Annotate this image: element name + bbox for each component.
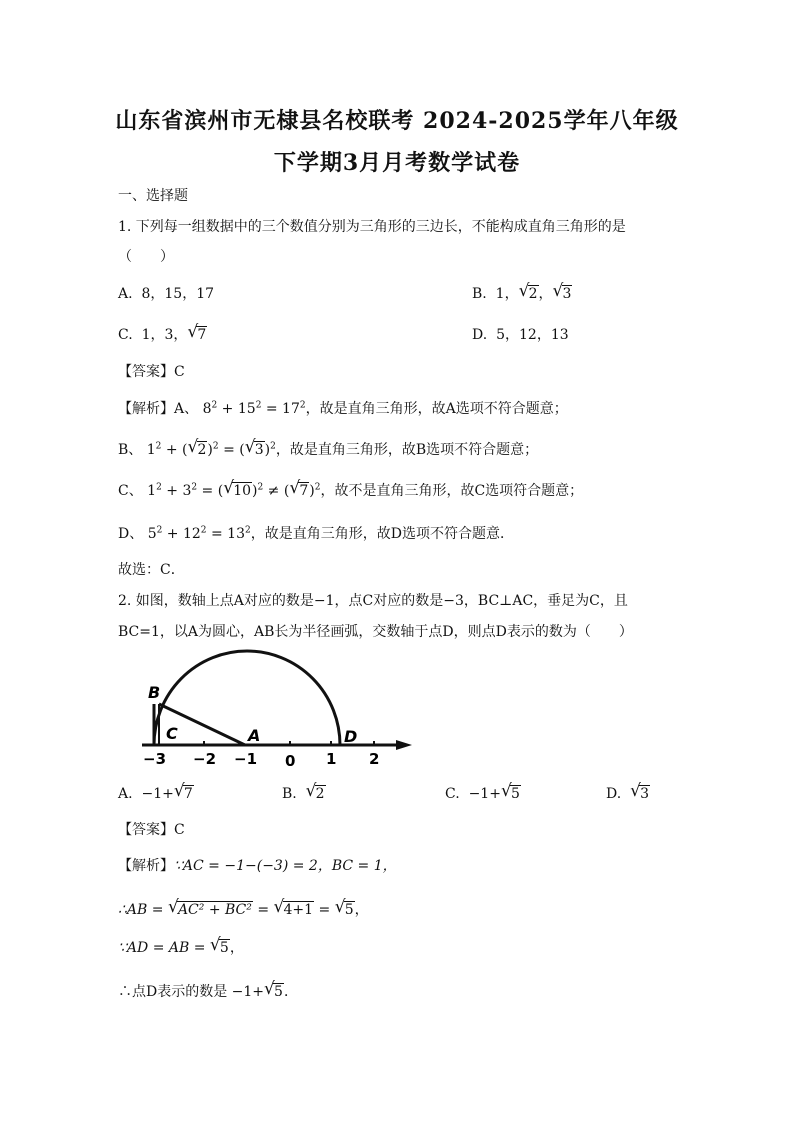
- q1-option-a-text: 8，15，17: [141, 286, 215, 302]
- sqrt-icon: √ 3: [552, 281, 572, 302]
- q2-option-a-label: A.: [118, 786, 133, 802]
- q2-step-3-end: ，: [229, 940, 244, 956]
- q1-expl-d-pre: D、: [118, 526, 144, 542]
- tick-label: 2: [369, 750, 380, 768]
- q2-stem-line1: 2. 如图，数轴上点A对应的数是−1，点C对应的数是−3，BC⊥AC，垂足为C，且: [118, 593, 628, 609]
- q2-step-2-pre: ∴AB =: [118, 902, 168, 918]
- axis-arrow-icon: [396, 740, 412, 750]
- sqrt-icon: √ 7: [173, 781, 193, 802]
- q1-expl-d-math: $5^2 + 12^2 = 13^2$: [147, 525, 251, 542]
- q1-expl-a-math: $8^2 + 15^2 = 17^2$: [202, 400, 306, 417]
- tick-label: −3: [143, 750, 167, 768]
- q1-option-b-r1: 2: [528, 286, 538, 302]
- q1-option-a: [118, 284, 214, 304]
- sqrt-icon: √ AC² + BC²: [167, 897, 252, 918]
- q1-expl-b-math: $1^2$ + ( √ 2)$^2$ = ( √ 3)$^2$: [146, 437, 276, 458]
- q2-option-b: [282, 781, 326, 804]
- q2-step-2-r3: 5: [344, 902, 354, 918]
- q1-paren: （ ）: [118, 249, 174, 265]
- q1-option-b-label: B.: [472, 286, 487, 302]
- q2-option-b-r: 2: [315, 786, 325, 802]
- q1-option-a-label: A.: [118, 286, 133, 302]
- q2-option-c-pre: −1+: [468, 786, 501, 802]
- sqrt-icon: √ 5: [334, 897, 354, 918]
- q2-option-c-r: 5: [510, 786, 520, 802]
- q2-option-a-pre: −1+: [141, 786, 174, 802]
- q1-option-b-r2: 3: [562, 286, 572, 302]
- q1-option-c-label: C.: [118, 327, 133, 343]
- q1-explanation-b: [118, 437, 539, 460]
- q2-step-4-r: 5: [274, 984, 283, 1000]
- semicircle-arc: [154, 651, 340, 745]
- q2-step-4: [118, 979, 298, 1002]
- q1-expl-d-rest: ，故是直角三角形，故D选项不符合题意．: [250, 526, 514, 542]
- q1-answer: 【答案】C: [118, 364, 185, 380]
- q1-expl-c-math: $1^2 + 3^2$ = ( √ 10)$^2$ ≠ ( √ 7)$^2$: [147, 478, 321, 499]
- section-label: 一、选择题: [118, 188, 188, 204]
- q2-step-2-mid: =: [252, 902, 274, 918]
- q1-stem: 1. 下列每一组数据中的三个数值分别为三角形的三边长，不能构成直角三角形的是: [118, 219, 626, 235]
- q1-option-c: [118, 322, 207, 345]
- q1-option-b: [472, 281, 572, 304]
- q2-step-1: [118, 856, 397, 876]
- q2-step-3: [118, 935, 244, 958]
- q2-step-2-eq: =: [314, 902, 335, 918]
- q2-option-d-r: 3: [640, 786, 650, 802]
- q1-option-c-r1: 7: [197, 327, 207, 343]
- q2-option-d: [606, 781, 650, 804]
- q2-step-4-pre: ∴点D表示的数是 −1+: [118, 984, 265, 1000]
- q2-answer: 【答案】C: [118, 822, 185, 838]
- page-title-line2: 下学期3月月考数学试卷: [273, 150, 521, 176]
- q2-option-d-label: D.: [606, 786, 622, 802]
- q2-step-2: [118, 897, 369, 920]
- q1-option-d-text: 5，12，13: [496, 327, 569, 343]
- q2-step-2-end: ，: [354, 902, 369, 918]
- q2-option-c-label: C.: [445, 786, 460, 802]
- q1-expl-tag: 【解析】: [118, 401, 174, 417]
- q1-explanation-a: [118, 399, 568, 419]
- q1-conclusion: 故选：C．: [118, 562, 185, 578]
- point-label-b: B: [148, 683, 161, 702]
- sqrt-icon: √ 4+1: [273, 897, 314, 918]
- q2-step-2-r1: AC² + BC²: [177, 902, 252, 918]
- sqrt-icon: √ 5: [209, 935, 229, 956]
- q1-explanation-c: [118, 478, 584, 501]
- sqrt-icon: √ 5: [500, 781, 520, 802]
- q1-expl-b-pre: B、: [118, 442, 143, 458]
- point-label-d: D: [344, 727, 358, 746]
- q1-explanation-d: [118, 524, 514, 544]
- q1-expl-b-rest: ，故是直角三角形，故B选项不符合题意；: [275, 442, 539, 458]
- tick-label: −2: [193, 750, 217, 768]
- sqrt-icon: √ 2: [518, 281, 538, 302]
- sqrt-icon: √ 5: [264, 979, 283, 1000]
- q1-option-d: [472, 325, 569, 345]
- point-label-a: A: [248, 726, 261, 745]
- q1-expl-a-pre: A、: [174, 401, 199, 417]
- q1-expl-a-rest: ，故是直角三角形，故A选项不符合题意；: [305, 401, 568, 417]
- q2-step-4-end: ．: [283, 984, 298, 1000]
- sqrt-icon: √ 2: [305, 781, 325, 802]
- q2-option-b-label: B.: [282, 786, 297, 802]
- number-line-figure: [130, 646, 420, 772]
- q1-expl-c-pre: C、: [118, 483, 143, 499]
- q2-step-1-text: ∵AC = −1−(−3) = 2，BC = 1，: [174, 858, 397, 874]
- q2-option-c: [445, 781, 521, 804]
- sqrt-icon: √ 3: [630, 781, 650, 802]
- q1-option-d-label: D.: [472, 327, 488, 343]
- page-title-line1: 山东省滨州市无棣县名校联考 2024-2025学年八年级: [115, 108, 679, 134]
- q2-step-3-r: 5: [219, 940, 229, 956]
- tick-label: 0: [285, 752, 296, 770]
- q2-stem-line2: BC=1，以A为圆心，AB长为半径画弧，交数轴于点D，则点D表示的数为（ ）: [118, 624, 633, 640]
- point-label-c: C: [166, 724, 178, 743]
- sqrt-icon: √ 7: [187, 322, 207, 343]
- q2-option-a-r: 7: [183, 786, 193, 802]
- q2-step-2-r2: 4+1: [283, 902, 314, 918]
- q1-option-b-sep: ，: [538, 286, 553, 302]
- q1-expl-c-rest: ，故不是直角三角形，故C选项符合题意；: [320, 483, 584, 499]
- q1-option-c-pre: 1，3，: [141, 327, 188, 343]
- tick-label: −1: [234, 750, 258, 768]
- q1-option-b-pre: 1，: [495, 286, 519, 302]
- q2-step-3-pre: ∵AD = AB =: [118, 940, 210, 956]
- tick-label: 1: [326, 750, 337, 768]
- q2-option-a: [118, 781, 194, 804]
- q2-expl-tag: 【解析】: [118, 858, 174, 874]
